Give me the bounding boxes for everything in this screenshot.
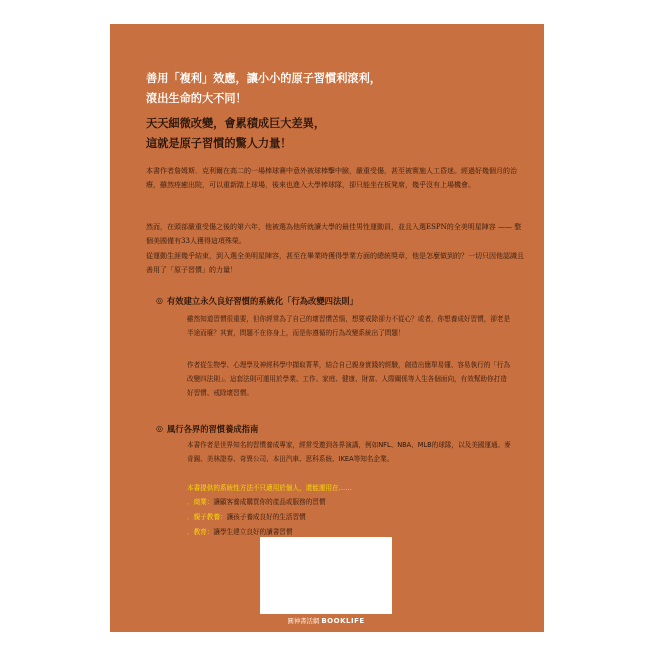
use-case-text: 讓學生建立良好的讀書習慣 — [213, 528, 293, 536]
section-1-paragraph-1: 雖然知道習慣很重要，但你經常為了自己的壞習慣苦惱，想要戒除卻力不從心？或者，你想養成好習慣，卻老是半途而廢？其實，問題不在你身上，而是你遵循的行為改變系統出了問題！ — [187, 315, 511, 337]
use-case-text: 讓顧客養成購買你的產品或服務的習慣 — [213, 498, 326, 506]
intro-paragraph-2: 然而，在頭部嚴重受傷之後的第六年，他被選為他所就讀大學的最佳男性運動員，並且入選ESPN的全美明星陣容 —— 整個美國僅有33人獲得這項殊榮。 — [146, 223, 522, 245]
publisher-name: 圓神書活網 — [287, 617, 320, 625]
headline-line-4: 這就是原子習慣的驚人力量！ — [146, 136, 292, 150]
use-case-label: ．教育： — [187, 528, 214, 536]
use-case-item — [187, 510, 517, 525]
section-2-paragraph: 本書作者是世界知名的習慣養成專家，經常受邀到各界演講，例如NFL、NBA、MLB的球隊，以及美國運通、麥肯錫、美林證券、奇異公司、本田汽車、思科系統、IKEA等知名企業。 — [187, 441, 511, 463]
use-case-label: ．親子教養： — [187, 513, 227, 521]
headline-line-2: 滾出生命的大不同！ — [146, 91, 247, 105]
intro-paragraph-3: 從運動生涯幾乎結束，到入選全美明星陣容，甚至在畢業時獲得學業方面的總統獎章，他是怎麼做到的？一切只因他認識且善用了「原子習慣」的力量！ — [146, 252, 524, 274]
use-case-label: ．商業： — [187, 498, 214, 506]
section-1-title: ◎ 有效建立永久良好習慣的系統化「行為改變四法則」 — [167, 294, 527, 308]
section-1-paragraph-2: 作者從生物學、心理學及神經科學中擷取菁華，結合自己親身實踐的經驗，創造出簡單易懂、容易執行的「行為改變四法則」。這套法則可運用於學業、工作、家庭、健康、財富、人際關係等人生各個面向，有效幫助你打造好習慣、戒除壞習慣。 — [187, 361, 511, 397]
section-2-highlight: 本書提供的系統性方法不只適用於個人，還能運用在…… — [187, 484, 352, 492]
headline-line-3: 天天細微改變，會累積成巨大差異， — [146, 116, 326, 130]
intro-paragraph-1: 本書作者詹姆斯．克利爾在高二的一場棒球賽中意外被球棒擊中臉，嚴重受傷，甚至被實施人工昏迷。經過好幾個月的治療，雖然痊癒出院，可以重新踏上球場，後來也進入大學棒球隊，卻只能坐在板凳席，幾乎沒有上場機會。 — [146, 167, 517, 189]
book-back-cover — [110, 24, 544, 632]
section-2-title: ◎ 風行各界的習慣養成指南 — [167, 422, 527, 436]
headline-line-1: 善用「複利」效應，讓小小的原子習慣利滾利， — [146, 71, 381, 85]
barcode-area — [260, 537, 392, 614]
publisher-brand: BOOKLIFE — [321, 617, 365, 625]
use-case-text: 讓孩子養成良好的生活習慣 — [226, 513, 306, 521]
use-case-item — [187, 495, 517, 510]
publisher-line — [260, 616, 392, 626]
use-case-list — [187, 495, 517, 540]
